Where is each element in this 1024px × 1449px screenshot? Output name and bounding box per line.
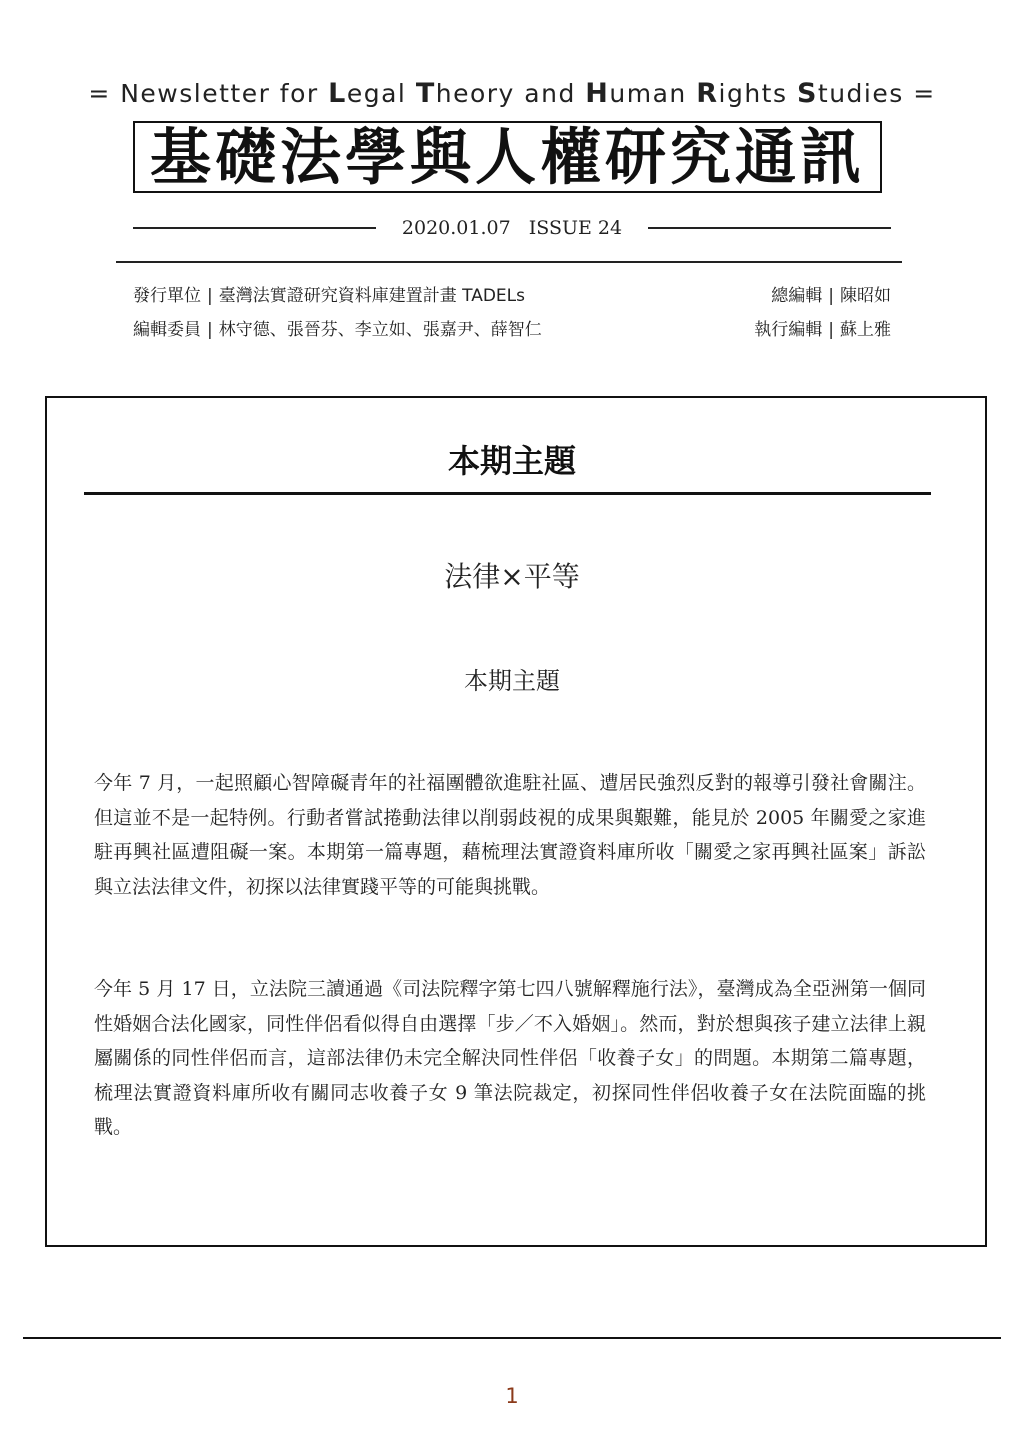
credit-separator: | (207, 320, 213, 340)
issue-date-number: 2020.01.07 ISSUE 24 (401, 217, 623, 239)
masthead-capital-letter: T (415, 78, 436, 109)
masthead-english-title (0, 78, 1024, 109)
masthead-title-box (133, 121, 882, 193)
masthead-text-part: Newsletter for (120, 79, 329, 108)
feature-paragraph-2: 今年 5 月 17 日，立法院三讀通過《司法院釋字第七四八號解釋施行法》，臺灣成為全亞洲第一個同性婚姻合法化國家，同性伴侶看似得自由選擇「步／不入婚姻」。然而，對於想與孩子建立法律上親屬關係的同性伴侶而言，這部法律仍未完全解決同性伴侶「收養子女」的問題。本期第二篇專題，梳理法實證資料庫所收有關同志收養子女 9 筆法院裁定，初探同性伴侶收養子女在法院面臨的挑戰。 (94, 978, 926, 1138)
masthead-text-part: uman (609, 79, 697, 108)
masthead-eq-right: = (913, 79, 936, 108)
masthead-capital-letter: H (585, 78, 610, 109)
masthead-english-text (120, 79, 913, 108)
masthead-text-part: tudies (817, 79, 904, 108)
feature-paragraph-1: 今年 7 月，一起照顧心智障礙青年的社福團體欲進駐社區、遭居民強烈反對的報導引發社會關注。但這並不是一起特例。行動者嘗試捲動法律以削弱歧視的成果與艱難，能見於 2005 年關愛之家進駐再興社區遭阻礙一案。本期第一篇專題，藉梳理法實證資料庫所收「關愛之家再興社區案」訴訟與立法法律文件，初探以法律實踐平等的可能與挑戰。 (94, 772, 926, 898)
masthead-eq-left: = (88, 79, 111, 108)
masthead-chinese-title: 基礎法學與人權研究通訊 (149, 121, 865, 193)
publisher-value: 臺灣法實證研究資料庫建置計畫 TADELs (218, 286, 525, 306)
masthead-text-part: ights (718, 79, 797, 108)
credit-separator: | (828, 286, 834, 306)
publisher-credit (133, 281, 525, 306)
publisher-label: 發行單位 (133, 286, 201, 306)
feature-topic: 法律×平等 (444, 560, 580, 593)
feature-title-rule (84, 492, 931, 495)
feature-subtitle: 本期主題 (464, 667, 560, 695)
credit-separator: | (207, 286, 213, 306)
masthead-divider (116, 261, 902, 263)
masthead-capital-letter: R (696, 78, 719, 109)
issue-line (133, 214, 891, 242)
chief-editor-credit (771, 281, 891, 306)
masthead-capital-letter: L (328, 78, 347, 109)
exec-editor-value: 蘇上雅 (840, 320, 891, 340)
chief-editor-value: 陳昭如 (840, 286, 891, 306)
credits-row-2 (133, 315, 891, 340)
exec-editor-credit (754, 315, 891, 340)
masthead-text-part: egal (346, 79, 416, 108)
issue-rule-right (648, 227, 891, 229)
footer-rule (23, 1337, 1001, 1339)
credit-separator: | (828, 320, 834, 340)
page-number: 1 (505, 1384, 519, 1408)
issue-rule-left (133, 227, 376, 229)
credits-row-1 (133, 281, 891, 306)
masthead-text-part: heory and (435, 79, 586, 108)
committee-value: 林守德、張晉芬、李立如、張嘉尹、薛智仁 (218, 320, 542, 340)
feature-title: 本期主題 (447, 442, 576, 480)
committee-credit (133, 315, 542, 340)
committee-label: 編輯委員 (133, 320, 201, 340)
masthead-capital-letter: S (796, 78, 818, 109)
exec-editor-label: 執行編輯 (754, 320, 823, 340)
chief-editor-label: 總編輯 (771, 286, 823, 306)
